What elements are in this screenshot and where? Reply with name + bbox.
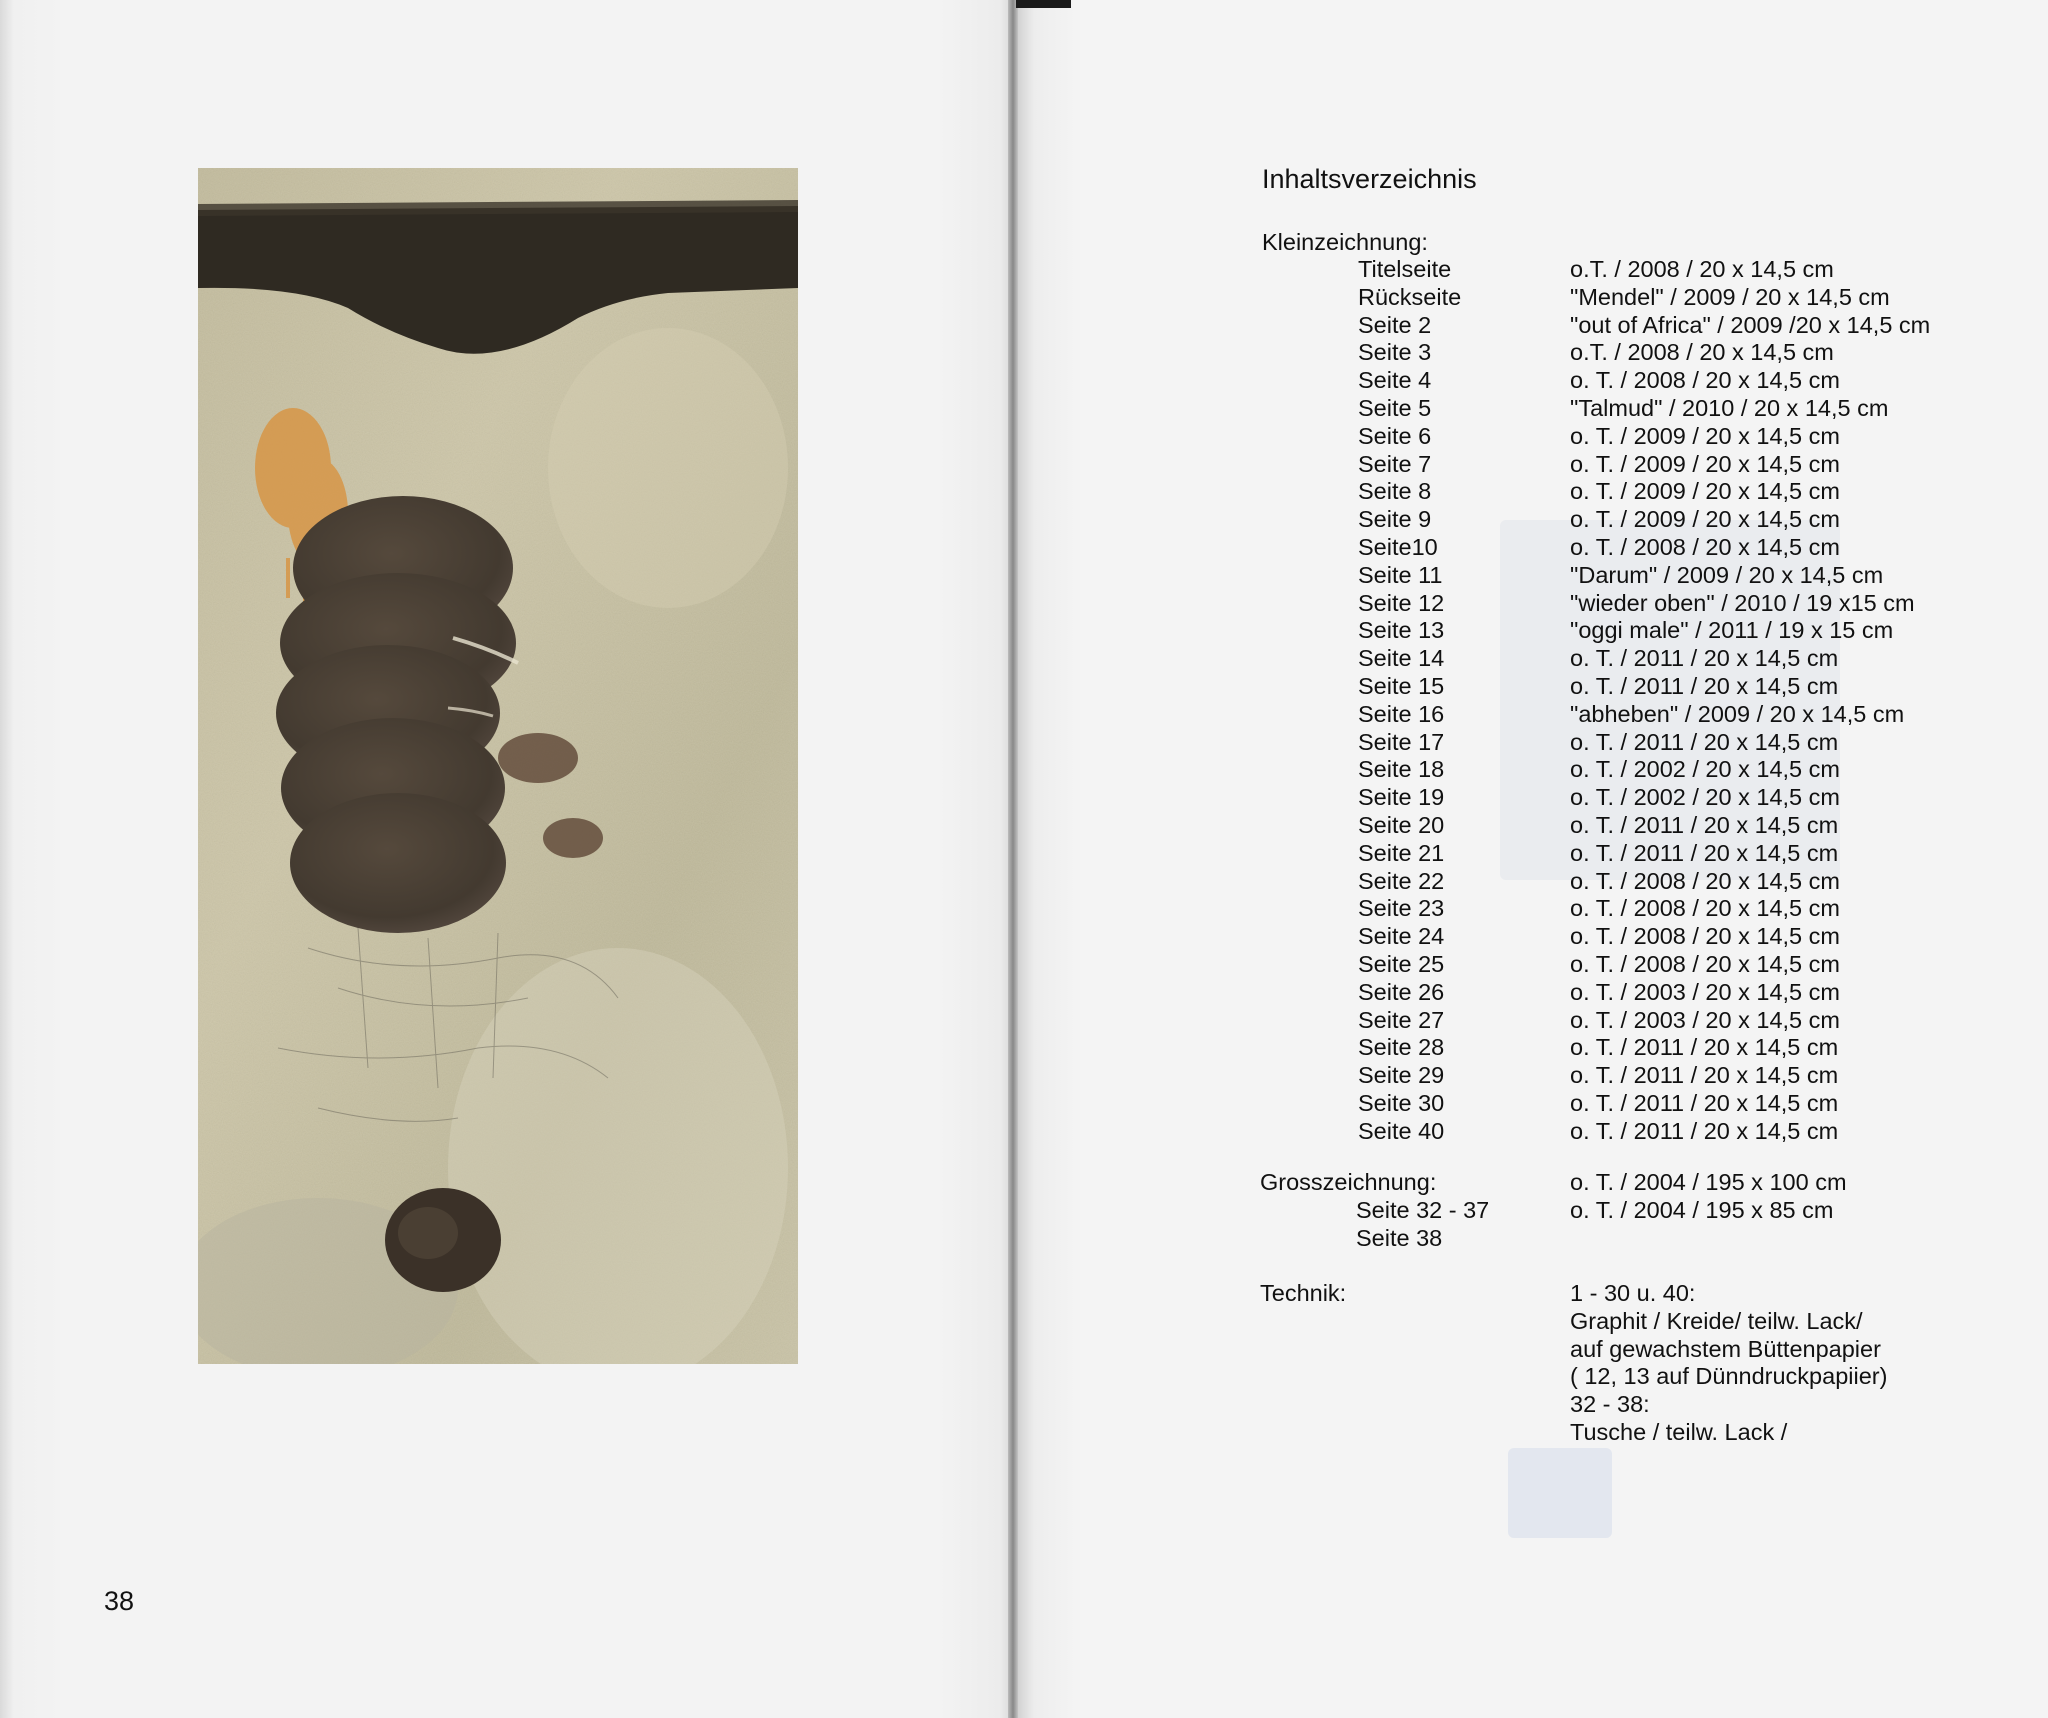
toc-work-entry: o. T. / 2008 / 20 x 14,5 cm [1570,923,1840,950]
toc-page-ref: Seite 6 [1358,422,1432,449]
technik-line: Graphit / Kreide/ teilw. Lack/ [1570,1307,1863,1334]
toc-work-entry: o. T. / 2009 / 20 x 14,5 cm [1570,422,1840,449]
technik-description [1570,1280,1887,1447]
technik-label: Technik: [1260,1280,1347,1306]
show-through-logo [1508,1448,1612,1538]
toc-page-ref: Seite10 [1358,533,1438,560]
toc-page-ref: Seite 28 [1358,1034,1445,1061]
toc-page-ref: Seite 40 [1358,1117,1445,1144]
toc-work-entry: o. T. / 2009 / 20 x 14,5 cm [1570,478,1840,505]
toc-page-ref: Seite 23 [1358,895,1445,922]
toc-work-entry: o.T. / 2008 / 20 x 14,5 cm [1570,256,1834,282]
toc-page-ref: Seite 29 [1358,1062,1445,1089]
book-gutter [1008,0,1018,1718]
toc-page-ref: Seite 32 - 37 [1356,1197,1490,1223]
toc-page-ref: Seite 18 [1358,756,1445,783]
toc-work-entry: o. T. / 2003 / 20 x 14,5 cm [1570,1006,1840,1033]
toc-work-entry: o. T. / 2004 / 195 x 100 cm [1570,1169,1847,1195]
kleinzeichnung-heading: Kleinzeichnung: [1262,229,1428,255]
toc-work-entry: o. T. / 2009 / 20 x 14,5 cm [1570,506,1840,533]
technik-line: auf gewachstem Büttenpapier [1570,1335,1881,1362]
toc-work-entry: o. T. / 2002 / 20 x 14,5 cm [1570,756,1840,783]
toc-page-ref: Seite 3 [1358,339,1432,366]
toc-page-ref: Seite 30 [1358,1089,1445,1116]
kleinzeichnung-work-column [1570,256,1930,1146]
toc-work-entry: "oggi male" / 2011 / 19 x 15 cm [1570,617,1894,644]
toc-work-entry: "out of Africa" / 2009 /20 x 14,5 cm [1570,311,1931,338]
toc-work-entry: o. T. / 2011 / 20 x 14,5 cm [1570,811,1839,838]
grosszeichnung-heading: Grosszeichnung: [1260,1169,1437,1195]
toc-work-entry: "wieder oben" / 2010 / 19 x15 cm [1570,589,1915,616]
toc-work-entry: o. T. / 2011 / 20 x 14,5 cm [1570,645,1839,672]
toc-work-entry: o. T. / 2011 / 20 x 14,5 cm [1570,672,1839,699]
page-number: 38 [104,1586,135,1616]
toc-page-ref: Seite 2 [1358,311,1432,338]
toc-work-entry: o. T. / 2008 / 20 x 14,5 cm [1570,533,1840,560]
toc-page-ref: Seite 15 [1358,672,1445,699]
toc-work-entry: "Mendel" / 2009 / 20 x 14,5 cm [1570,283,1890,310]
kleinzeichnung-page-column [1358,256,1461,1146]
technik-line: Tusche / teilw. Lack / [1570,1418,1788,1445]
technik-line: 32 - 38: [1570,1391,1650,1418]
toc-page-ref: Seite 38 [1356,1224,1443,1251]
toc-work-entry: "abheben" / 2009 / 20 x 14,5 cm [1570,700,1905,727]
toc-work-entry: o. T. / 2011 / 20 x 14,5 cm [1570,1089,1839,1116]
toc-work-entry: o. T. / 2004 / 195 x 85 cm [1570,1196,1834,1223]
toc-page-ref: Seite 26 [1358,978,1445,1005]
toc-page-ref: Seite 16 [1358,700,1445,727]
toc-work-entry: o. T. / 2011 / 20 x 14,5 cm [1570,1117,1839,1144]
toc-page-ref: Seite 13 [1358,617,1445,644]
technik-line: ( 12, 13 auf Dünndruckpapiier) [1570,1363,1888,1390]
toc-page-ref: Titelseite [1358,256,1452,282]
toc-work-entry: o. T. / 2008 / 20 x 14,5 cm [1570,867,1840,894]
toc-work-entry: o. T. / 2011 / 20 x 14,5 cm [1570,839,1839,866]
toc-page-ref: Seite 25 [1358,950,1445,977]
toc-work-entry: o. T. / 2008 / 20 x 14,5 cm [1570,950,1840,977]
toc-page-ref: Seite 22 [1358,867,1445,894]
toc-page-ref: Seite 21 [1358,839,1445,866]
toc-page-ref: Seite 17 [1358,728,1445,755]
toc-work-entry: "Darum" / 2009 / 20 x 14,5 cm [1570,561,1884,588]
toc-work-entry: o. T. / 2011 / 20 x 14,5 cm [1570,728,1839,755]
corner-mark [1016,0,1071,8]
toc-work-entry: o. T. / 2008 / 20 x 14,5 cm [1570,895,1840,922]
toc-page-ref: Seite 24 [1358,923,1445,950]
grosszeichnung-page-column [1356,1197,1489,1253]
grosszeichnung-work-column [1570,1169,1847,1225]
toc-page-ref: Seite 9 [1358,506,1432,533]
toc-work-entry: o. T. / 2011 / 20 x 14,5 cm [1570,1034,1839,1061]
toc-work-entry: o. T. / 2009 / 20 x 14,5 cm [1570,450,1840,477]
toc-work-entry: "Talmud" / 2010 / 20 x 14,5 cm [1570,394,1889,421]
artwork-image [198,168,798,1364]
toc-work-entry: o. T. / 2003 / 20 x 14,5 cm [1570,978,1840,1005]
toc-title: Inhaltsverzeichnis [1262,164,1477,194]
toc-work-entry: o. T. / 2008 / 20 x 14,5 cm [1570,367,1840,394]
toc-page-ref: Seite 7 [1358,450,1432,477]
toc-page-ref: Seite 8 [1358,478,1432,505]
toc-work-entry: o. T. / 2002 / 20 x 14,5 cm [1570,784,1840,811]
toc-page-ref: Seite 5 [1358,394,1432,421]
technik-line: 1 - 30 u. 40: [1570,1280,1696,1306]
toc-page-ref: Seite 20 [1358,811,1445,838]
toc-page-ref: Rückseite [1358,283,1462,310]
toc-page-ref: Seite 14 [1358,645,1445,672]
toc-page-ref: Seite 27 [1358,1006,1445,1033]
toc-page-ref: Seite 4 [1358,367,1432,394]
toc-page-ref: Seite 12 [1358,589,1445,616]
toc-page-ref: Seite 11 [1358,561,1443,588]
toc-page-ref: Seite 19 [1358,784,1445,811]
toc-work-entry: o.T. / 2008 / 20 x 14,5 cm [1570,339,1834,366]
toc-work-entry: o. T. / 2011 / 20 x 14,5 cm [1570,1062,1839,1089]
